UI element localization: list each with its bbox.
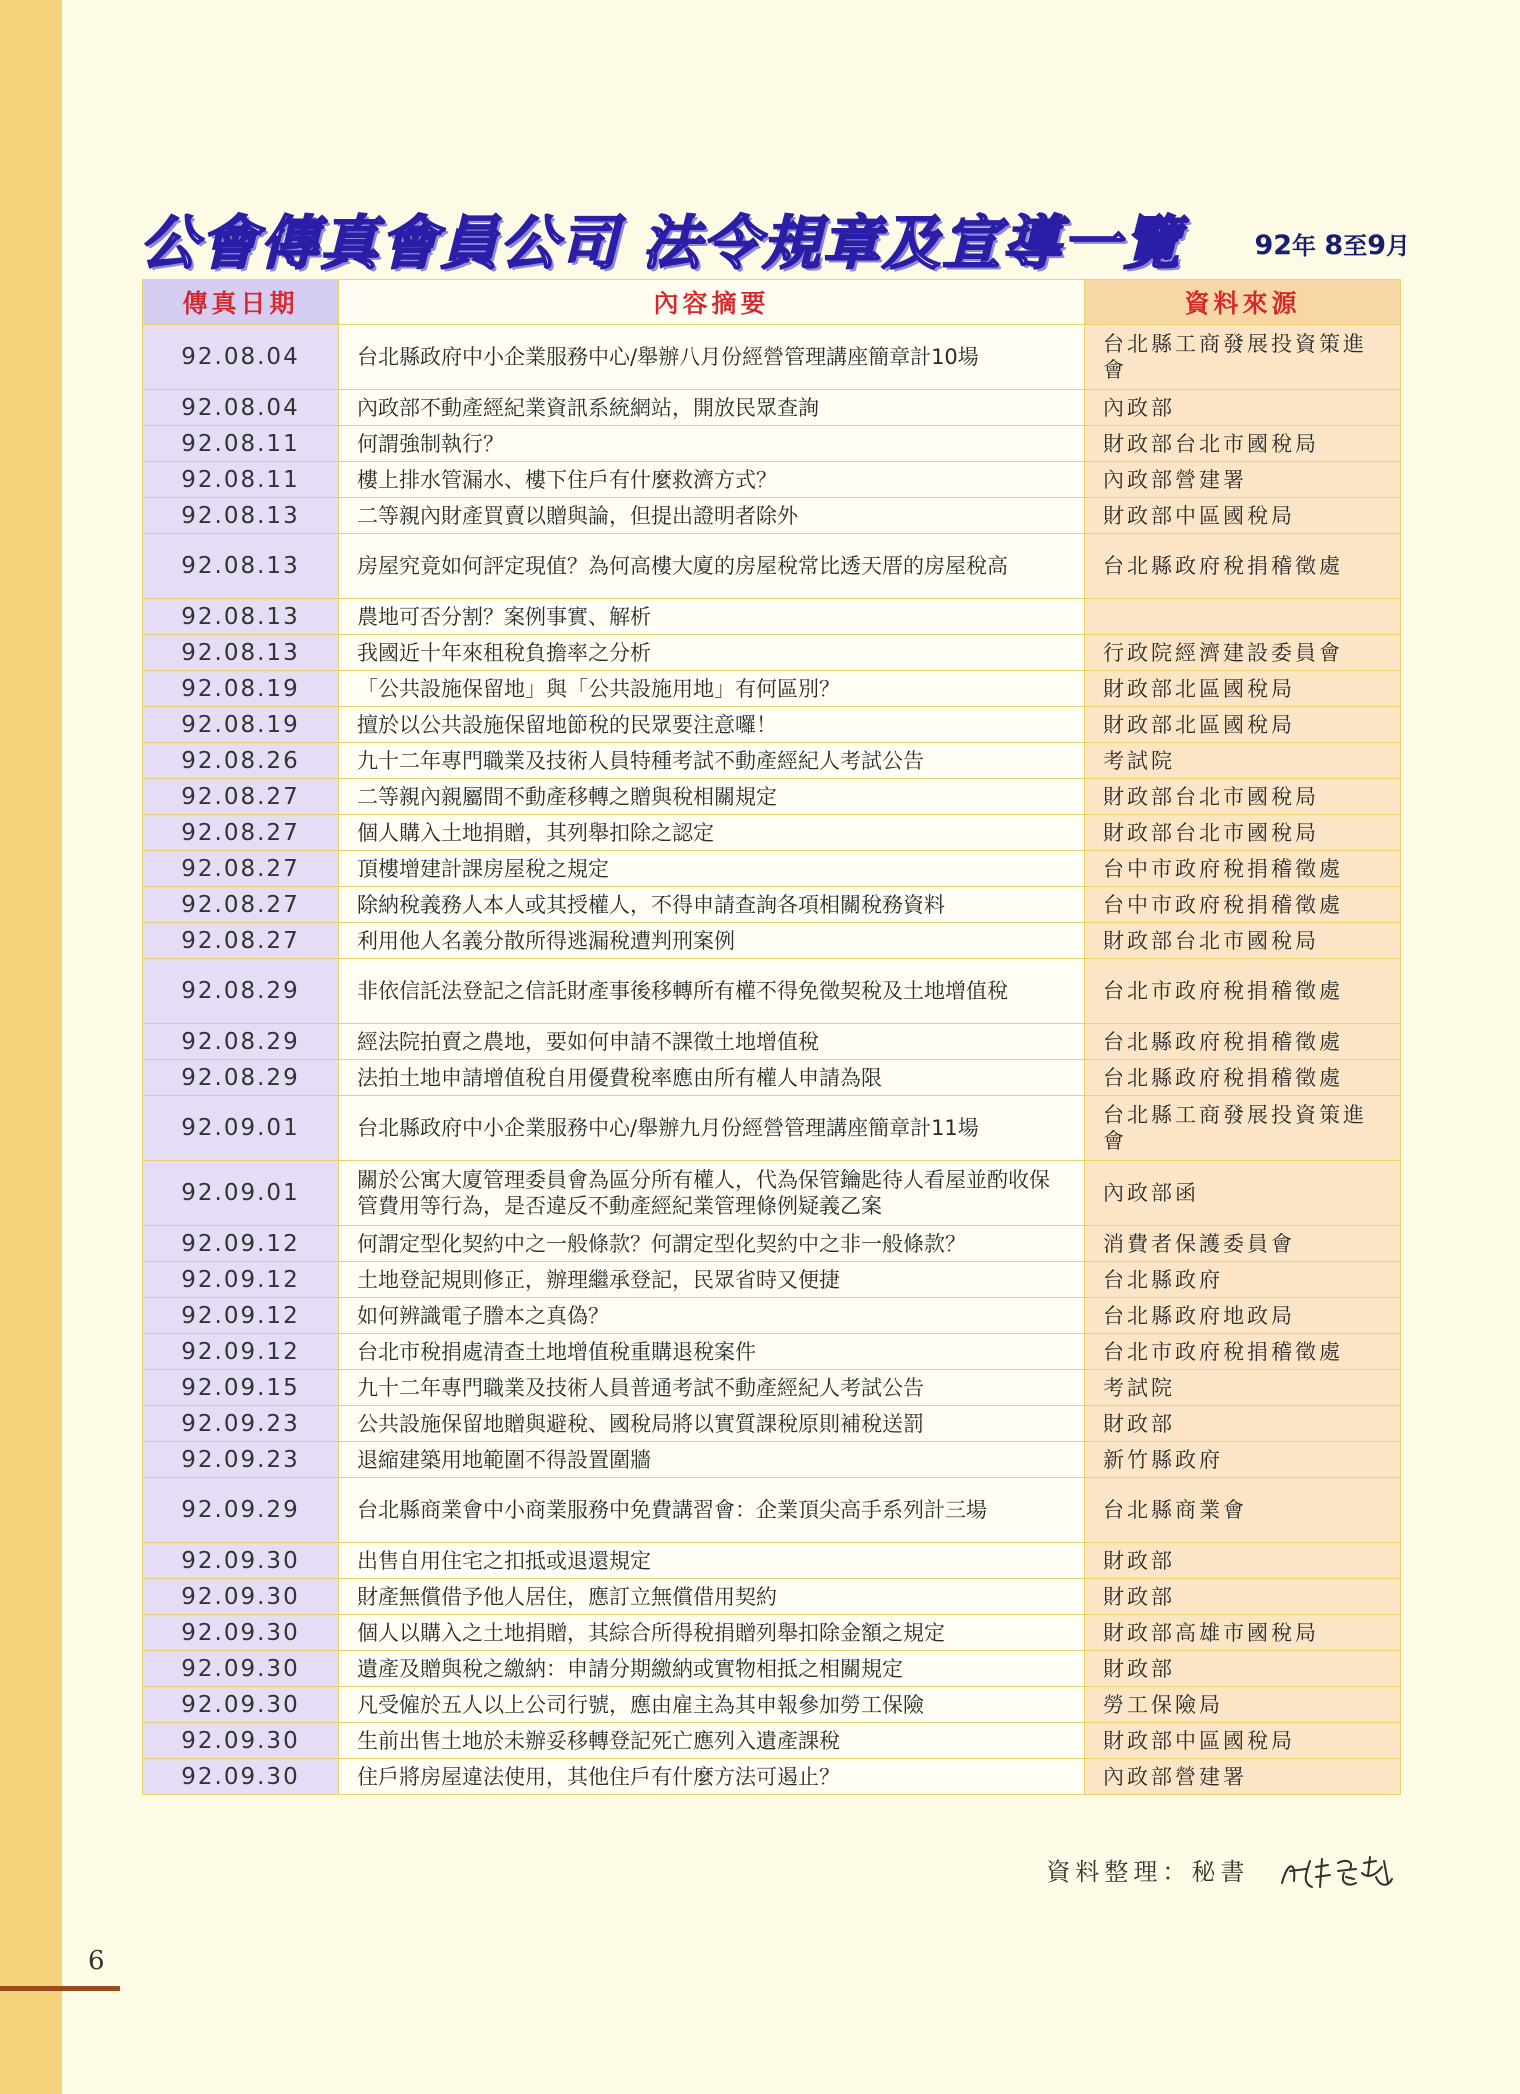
row-source: 財政部北區國稅局 <box>1085 707 1401 743</box>
row-content: 利用他人名義分散所得逃漏稅遭判刑案例 <box>339 923 1085 959</box>
row-date: 92.08.19 <box>143 671 339 707</box>
row-content: 我國近十年來租稅負擔率之分析 <box>339 635 1085 671</box>
table-row <box>143 534 1401 599</box>
row-content: 個人以購入之土地捐贈，其綜合所得稅捐贈列舉扣除金額之規定 <box>339 1615 1085 1651</box>
row-content: 二等親內財產買賣以贈與論，但提出證明者除外 <box>339 498 1085 534</box>
compiled-by <box>1046 1852 1396 1893</box>
row-content: 如何辨識電子謄本之真偽？ <box>339 1298 1085 1334</box>
row-source: 財政部台北市國稅局 <box>1085 779 1401 815</box>
row-source: 財政部北區國稅局 <box>1085 671 1401 707</box>
row-source: 財政部中區國稅局 <box>1085 498 1401 534</box>
row-date: 92.08.04 <box>143 325 339 390</box>
credit-label: 資料整理：秘書 <box>1046 1858 1250 1886</box>
header-date: 傳真日期 <box>143 280 339 325</box>
row-date: 92.09.30 <box>143 1615 339 1651</box>
row-date: 92.08.27 <box>143 887 339 923</box>
table-row <box>143 1370 1401 1406</box>
table-row <box>143 743 1401 779</box>
table-row <box>143 1298 1401 1334</box>
row-source: 內政部 <box>1085 390 1401 426</box>
date-month-unit: 月 <box>1386 232 1410 260</box>
row-date: 92.09.30 <box>143 1651 339 1687</box>
date-year: 92 <box>1254 230 1293 261</box>
row-date: 92.09.23 <box>143 1406 339 1442</box>
row-source: 台北縣政府 <box>1085 1262 1401 1298</box>
table-row <box>143 462 1401 498</box>
table-row <box>143 390 1401 426</box>
table-row <box>143 779 1401 815</box>
left-color-strip <box>0 0 62 2094</box>
date-to-month: 9 <box>1367 230 1386 261</box>
row-date: 92.09.30 <box>143 1723 339 1759</box>
row-date: 92.08.19 <box>143 707 339 743</box>
row-date: 92.08.13 <box>143 498 339 534</box>
row-date: 92.09.23 <box>143 1442 339 1478</box>
row-content: 退縮建築用地範圍不得設置圍牆 <box>339 1442 1085 1478</box>
table-row <box>143 1442 1401 1478</box>
row-content: 非依信託法登記之信託財產事後移轉所有權不得免徵契稅及土地增值稅 <box>339 959 1085 1024</box>
row-date: 92.08.27 <box>143 923 339 959</box>
row-content: 樓上排水管漏水、樓下住戶有什麼救濟方式？ <box>339 462 1085 498</box>
row-date: 92.09.29 <box>143 1478 339 1543</box>
table-row <box>143 887 1401 923</box>
row-date: 92.09.15 <box>143 1370 339 1406</box>
row-content: 二等親內親屬間不動產移轉之贈與稅相關規定 <box>339 779 1085 815</box>
table-row <box>143 426 1401 462</box>
row-source <box>1085 599 1401 635</box>
row-content: 內政部不動產經紀業資訊系統網站，開放民眾查詢 <box>339 390 1085 426</box>
row-content: 個人購入土地捐贈，其列舉扣除之認定 <box>339 815 1085 851</box>
row-date: 92.08.27 <box>143 851 339 887</box>
row-content: 頂樓增建計課房屋稅之規定 <box>339 851 1085 887</box>
table-row <box>143 671 1401 707</box>
table-row <box>143 1759 1401 1795</box>
row-content: 擅於以公共設施保留地節稅的民眾要注意囉！ <box>339 707 1085 743</box>
regulations-table <box>142 279 1401 1795</box>
row-source: 勞工保險局 <box>1085 1687 1401 1723</box>
row-date: 92.09.30 <box>143 1543 339 1579</box>
handwritten-signature <box>1276 1853 1396 1893</box>
table-row <box>143 1060 1401 1096</box>
row-date: 92.08.26 <box>143 743 339 779</box>
row-date: 92.09.12 <box>143 1334 339 1370</box>
row-content: 九十二年專門職業及技術人員普通考試不動產經紀人考試公告 <box>339 1370 1085 1406</box>
row-source: 台北縣工商發展投資策進會 <box>1085 1096 1401 1161</box>
table-row <box>143 923 1401 959</box>
row-content: 台北縣商業會中小商業服務中免費講習會：企業頂尖高手系列計三場 <box>339 1478 1085 1543</box>
row-date: 92.09.12 <box>143 1262 339 1298</box>
row-content: 公共設施保留地贈與避稅、國稅局將以實質課稅原則補稅送罰 <box>339 1406 1085 1442</box>
row-content: 台北市稅捐處清查土地增值稅重購退稅案件 <box>339 1334 1085 1370</box>
row-source: 財政部 <box>1085 1651 1401 1687</box>
header-source: 資料來源 <box>1085 280 1401 325</box>
table-row <box>143 851 1401 887</box>
page-number: 6 <box>88 1946 105 1976</box>
row-content: 何謂強制執行？ <box>339 426 1085 462</box>
table-row <box>143 1334 1401 1370</box>
table-row <box>143 1406 1401 1442</box>
table-row <box>143 1723 1401 1759</box>
row-date: 92.08.11 <box>143 426 339 462</box>
row-date: 92.08.13 <box>143 599 339 635</box>
page-header <box>140 196 1410 276</box>
row-source: 考試院 <box>1085 1370 1401 1406</box>
row-source: 台北縣政府地政局 <box>1085 1298 1401 1334</box>
row-source: 台北縣政府稅捐稽徵處 <box>1085 1024 1401 1060</box>
page-title: 公會傳真會員公司 法令規章及宣導一覽 <box>140 209 1183 277</box>
row-source: 財政部 <box>1085 1543 1401 1579</box>
table-row <box>143 1687 1401 1723</box>
row-date: 92.08.27 <box>143 779 339 815</box>
row-content: 九十二年專門職業及技術人員特種考試不動產經紀人考試公告 <box>339 743 1085 779</box>
row-source: 財政部中區國稅局 <box>1085 1723 1401 1759</box>
row-source: 財政部高雄市國稅局 <box>1085 1615 1401 1651</box>
page-number-underline <box>0 1986 120 1991</box>
row-date: 92.08.29 <box>143 1060 339 1096</box>
row-date: 92.08.13 <box>143 534 339 599</box>
row-source: 財政部台北市國稅局 <box>1085 815 1401 851</box>
row-source: 台北縣商業會 <box>1085 1478 1401 1543</box>
row-source: 台北市政府稅捐稽徵處 <box>1085 1334 1401 1370</box>
row-source: 內政部營建署 <box>1085 1759 1401 1795</box>
date-to-word: 至 <box>1343 232 1368 260</box>
table-row <box>143 1262 1401 1298</box>
row-content: 經法院拍賣之農地，要如何申請不課徵土地增值稅 <box>339 1024 1085 1060</box>
table-row <box>143 1615 1401 1651</box>
row-content: 生前出售土地於未辦妥移轉登記死亡應列入遺產課稅 <box>339 1723 1085 1759</box>
row-content: 關於公寓大廈管理委員會為區分所有權人，代為保管鑰匙待人看屋並酌收保管費用等行為，是否違反不動產經紀業管理條例疑義乙案 <box>339 1161 1085 1226</box>
row-content: 財產無償借予他人居住，應訂立無償借用契約 <box>339 1579 1085 1615</box>
row-source: 財政部 <box>1085 1579 1401 1615</box>
row-source: 行政院經濟建設委員會 <box>1085 635 1401 671</box>
row-source: 財政部台北市國稅局 <box>1085 923 1401 959</box>
table-header-row <box>143 280 1401 325</box>
row-content: 房屋究竟如何評定現值？為何高樓大廈的房屋稅常比透天厝的房屋稅高 <box>339 534 1085 599</box>
row-source: 台北縣政府稅捐稽徵處 <box>1085 1060 1401 1096</box>
row-source: 台中市政府稅捐稽徵處 <box>1085 887 1401 923</box>
row-date: 92.09.30 <box>143 1579 339 1615</box>
row-content: 農地可否分割？案例事實、解析 <box>339 599 1085 635</box>
table-row <box>143 325 1401 390</box>
row-source: 財政部台北市國稅局 <box>1085 426 1401 462</box>
row-date: 92.09.12 <box>143 1298 339 1334</box>
table-body <box>143 325 1401 1795</box>
table-row <box>143 1651 1401 1687</box>
row-source: 考試院 <box>1085 743 1401 779</box>
header-content: 內容摘要 <box>339 280 1085 325</box>
row-content: 遺產及贈與稅之繳納：申請分期繳納或實物相抵之相關規定 <box>339 1651 1085 1687</box>
row-content: 除納稅義務人本人或其授權人，不得申請查詢各項相關稅務資料 <box>339 887 1085 923</box>
row-date: 92.09.30 <box>143 1687 339 1723</box>
row-source: 消費者保護委員會 <box>1085 1226 1401 1262</box>
table-row <box>143 1226 1401 1262</box>
row-date: 92.08.27 <box>143 815 339 851</box>
row-date: 92.08.29 <box>143 959 339 1024</box>
date-from-month: 8 <box>1324 230 1344 261</box>
row-date: 92.09.12 <box>143 1226 339 1262</box>
table-row <box>143 1478 1401 1543</box>
table-row <box>143 707 1401 743</box>
row-date: 92.09.01 <box>143 1096 339 1161</box>
table-row <box>143 498 1401 534</box>
row-content: 台北縣政府中小企業服務中心/舉辦九月份經營管理講座簡章計11場 <box>339 1096 1085 1161</box>
row-date: 92.09.30 <box>143 1759 339 1795</box>
table-row <box>143 959 1401 1024</box>
row-content: 出售自用住宅之扣抵或退還規定 <box>339 1543 1085 1579</box>
row-content: 台北縣政府中小企業服務中心/舉辦八月份經營管理講座簡章計10場 <box>339 325 1085 390</box>
table-row <box>143 635 1401 671</box>
row-source: 台北市政府稅捐稽徵處 <box>1085 959 1401 1024</box>
table-row <box>143 1024 1401 1060</box>
row-source: 財政部 <box>1085 1406 1401 1442</box>
row-source: 內政部函 <box>1085 1161 1401 1226</box>
row-date: 92.08.04 <box>143 390 339 426</box>
row-date: 92.08.11 <box>143 462 339 498</box>
row-source: 內政部營建署 <box>1085 462 1401 498</box>
row-source: 台北縣工商發展投資策進會 <box>1085 325 1401 390</box>
row-content: 「公共設施保留地」與「公共設施用地」有何區別？ <box>339 671 1085 707</box>
row-source: 台北縣政府稅捐稽徵處 <box>1085 534 1401 599</box>
table-row <box>143 815 1401 851</box>
row-content: 法拍土地申請增值稅自用優費稅率應由所有權人申請為限 <box>339 1060 1085 1096</box>
row-content: 何謂定型化契約中之一般條款？何謂定型化契約中之非一般條款？ <box>339 1226 1085 1262</box>
row-content: 凡受僱於五人以上公司行號，應由雇主為其申報參加勞工保險 <box>339 1687 1085 1723</box>
table-row <box>143 1579 1401 1615</box>
table-row <box>143 1096 1401 1161</box>
row-source: 新竹縣政府 <box>1085 1442 1401 1478</box>
row-date: 92.08.13 <box>143 635 339 671</box>
table-row <box>143 599 1401 635</box>
row-source: 台中市政府稅捐稽徵處 <box>1085 851 1401 887</box>
row-date: 92.08.29 <box>143 1024 339 1060</box>
table-row <box>143 1543 1401 1579</box>
row-content: 住戶將房屋違法使用，其他住戶有什麼方法可遏止？ <box>339 1759 1085 1795</box>
row-date: 92.09.01 <box>143 1161 339 1226</box>
date-range <box>1254 226 1410 261</box>
row-content: 土地登記規則修正，辦理繼承登記，民眾省時又便捷 <box>339 1262 1085 1298</box>
table-row <box>143 1161 1401 1226</box>
date-year-unit: 年 <box>1292 232 1317 260</box>
